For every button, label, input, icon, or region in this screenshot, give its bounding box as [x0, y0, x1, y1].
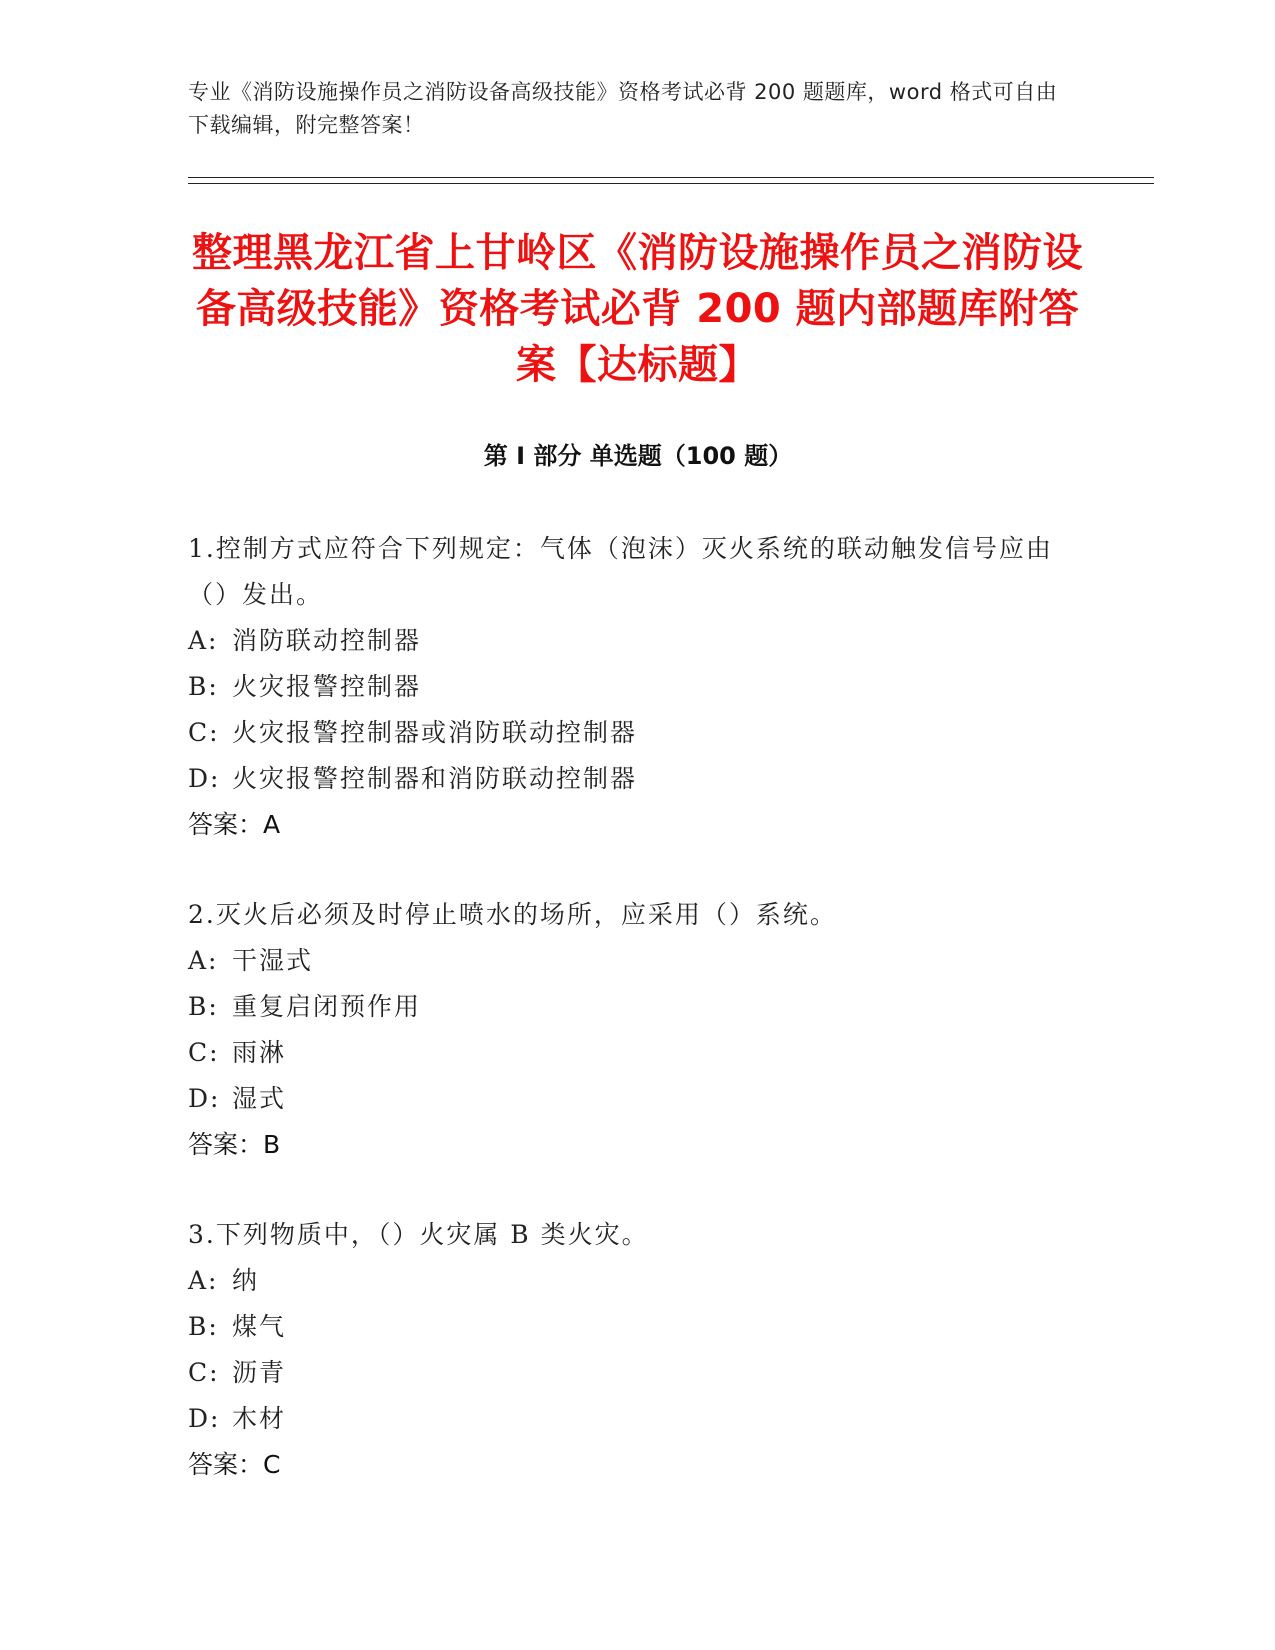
option-c — [188, 710, 1068, 756]
option-letter: C: — [188, 1358, 220, 1387]
option-letter: B: — [188, 672, 219, 701]
question-2 — [188, 892, 1068, 1168]
question-1 — [188, 526, 1068, 848]
option-text: 火灾报警控制器或消防联动控制器 — [232, 718, 638, 747]
option-b — [188, 1304, 1068, 1350]
option-text: 煤气 — [232, 1312, 287, 1341]
option-text: 沥青 — [232, 1358, 287, 1387]
document-intro: 专业《消防设施操作员之消防设备高级技能》资格考试必背 200 题题库，word 格式可自由下载编辑，附完整答案！ — [188, 80, 1058, 137]
option-letter: C: — [188, 1038, 220, 1067]
option-b — [188, 664, 1068, 710]
option-letter: C: — [188, 718, 220, 747]
answer-line: 答案：A — [188, 810, 281, 839]
option-a — [188, 938, 1068, 984]
option-c — [188, 1030, 1068, 1076]
option-text: 雨淋 — [232, 1038, 287, 1067]
option-text: 木材 — [232, 1404, 287, 1433]
header-divider-bottom — [188, 183, 1154, 184]
option-text: 湿式 — [232, 1084, 287, 1113]
option-text: 火灾报警控制器 — [232, 672, 422, 701]
option-letter: A: — [188, 626, 219, 655]
question-list — [188, 526, 1068, 1532]
answer-line: 答案：C — [188, 1450, 281, 1479]
question-stem: 2.灭火后必须及时停止喷水的场所，应采用（）系统。 — [188, 900, 837, 929]
option-d — [188, 1076, 1068, 1122]
option-a — [188, 1258, 1068, 1304]
question-3 — [188, 1212, 1068, 1488]
question-stem: 3.下列物质中，（）火灾属 B 类火灾。 — [188, 1220, 649, 1249]
option-letter: D: — [188, 1404, 221, 1433]
option-d — [188, 756, 1068, 802]
option-d — [188, 1396, 1068, 1442]
option-letter: A: — [188, 946, 219, 975]
option-letter: B: — [188, 1312, 219, 1341]
option-c — [188, 1350, 1068, 1396]
option-text: 纳 — [232, 1266, 260, 1295]
answer-line: 答案：B — [188, 1130, 281, 1159]
section-heading: 第 I 部分 单选题（100 题） — [483, 442, 793, 470]
option-text: 干湿式 — [232, 946, 314, 975]
option-letter: B: — [188, 992, 219, 1021]
option-text: 火灾报警控制器和消防联动控制器 — [232, 764, 638, 793]
option-letter: D: — [188, 1084, 221, 1113]
option-b — [188, 984, 1068, 1030]
header-divider-top — [188, 177, 1154, 178]
question-stem: 1.控制方式应符合下列规定：气体（泡沫）灭火系统的联动触发信号应由（）发出。 — [188, 534, 1053, 609]
option-text: 重复启闭预作用 — [232, 992, 422, 1021]
option-text: 消防联动控制器 — [232, 626, 422, 655]
option-letter: A: — [188, 1266, 219, 1295]
option-letter: D: — [188, 764, 221, 793]
option-a — [188, 618, 1068, 664]
document-title: 整理黑龙江省上甘岭区《消防设施操作员之消防设备高级技能》资格考试必背 200 题内部题库附答案【达标题】 — [192, 230, 1083, 388]
